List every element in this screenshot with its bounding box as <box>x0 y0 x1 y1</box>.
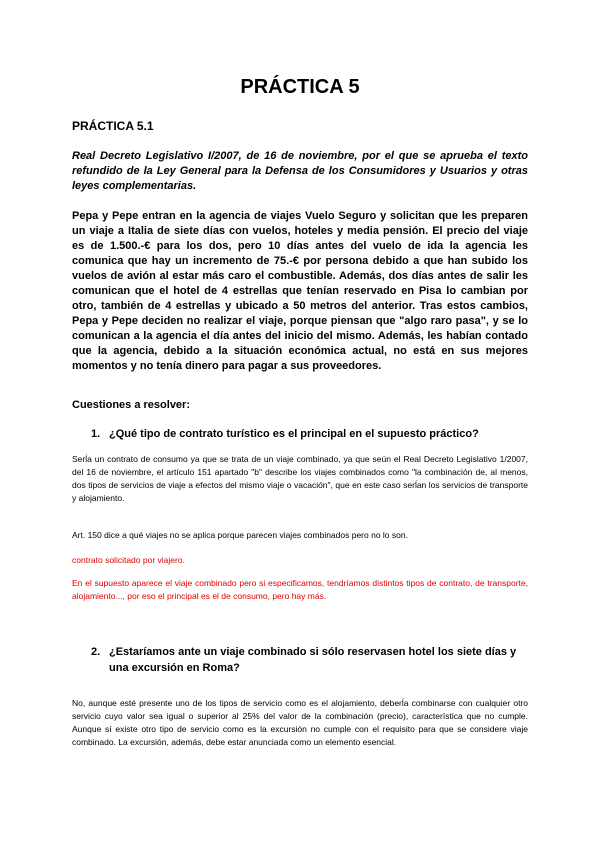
question-2-text: ¿Estaríamos ante un viaje combinado si sólo reservasen hotel los siete días y una excursión en Roma? <box>109 646 517 674</box>
answer-1: Serĺa un contrato de consumo ya que se trata de un viaje combinado, ya que seún el Real Decreto Legislativo 1/2007, del 16 de noviembre, el artículo 151 apartado "b" describe los viajes combinados como "la combinación de, al menos, dos tipos de servicios de viaje a efectos del mismo viaje o vacación", que en este caso serĺan los servicios de transporte y alojamiento. <box>72 454 528 503</box>
question-1-text: ¿Qué tipo de contrato turístico es el principal en el supuesto práctico? <box>109 428 479 440</box>
red-note-1: contrato solicitado por viajero. <box>72 555 185 565</box>
question-1-number: 1. <box>91 428 101 440</box>
section-subtitle: PRÁCTICA 5.1 <box>72 119 154 133</box>
case-statement: Pepa y Pepe entran en la agencia de viajes Vuelo Seguro y solicitan que les preparen un viaje a Italia de siete días con vuelos, hoteles y media pensión. El precio del viaje es de 1.500.-€ para los dos, pero 10 días antes del vuelo de ida la agencia les comunica que hay un incremento de 75.-€ por persona debido a que han subido los vuelos de avión al estar más caro el combustible. Además, dos días antes de salir les comunican que el hotel de 4 estrellas que tenían reservado en Pisa lo cambian por otro, también de 4 estrellas y ubicado a 50 metros del anterior. Tras estos cambios, Pepa y Pepe deciden no realizar el viaje, porque piensan que "algo raro pasa", y se lo comunican a la agencia el día antes del inicio del mismo. Además, les habían contado que la agencia, debido a la situación económica actual, no está en sus mejores momentos y no tenía dinero para pagar a sus proveedores. <box>72 210 528 372</box>
questions-heading: Cuestiones a resolver: <box>72 399 190 411</box>
page-title: PRÁCTICA 5 <box>240 76 360 98</box>
question-1 <box>91 426 531 442</box>
question-2-number: 2. <box>91 646 101 658</box>
answer-2: No, aunque esté presente uno de los tipos de servicio como es el alojamiento, deberĺa combinarse con cualquier otro servicio cuyo valor sea igual o superior al 25% del valor de la combinación (precio), característica que no cumple. Aunque sí existe otro tipo de servicio como es la excursión no cumple con el requisito para que se considere viaje combinado. La excursión, además, debe estar anunciada como un elemento esencial. <box>72 698 528 747</box>
answer-1-extra: Art. 150 dice a qué viajes no se aplica porque parecen viajes combinados pero no lo son. <box>72 530 408 540</box>
red-note-2: En el supuesto aparece el viaje combinado pero si especificamos, tendríamos distintos tipos de contrato, de transporte, alojamiento..., por eso el principal es el de consumo, pero hay más. <box>72 578 528 601</box>
question-2 <box>91 644 531 676</box>
decree-reference: Real Decreto Legislativo I/2007, de 16 de noviembre, por el que se aprueba el texto refundido de la Ley General para la Defensa de los Consumidores y Usuarios y otras leyes complementarias. <box>72 150 528 192</box>
